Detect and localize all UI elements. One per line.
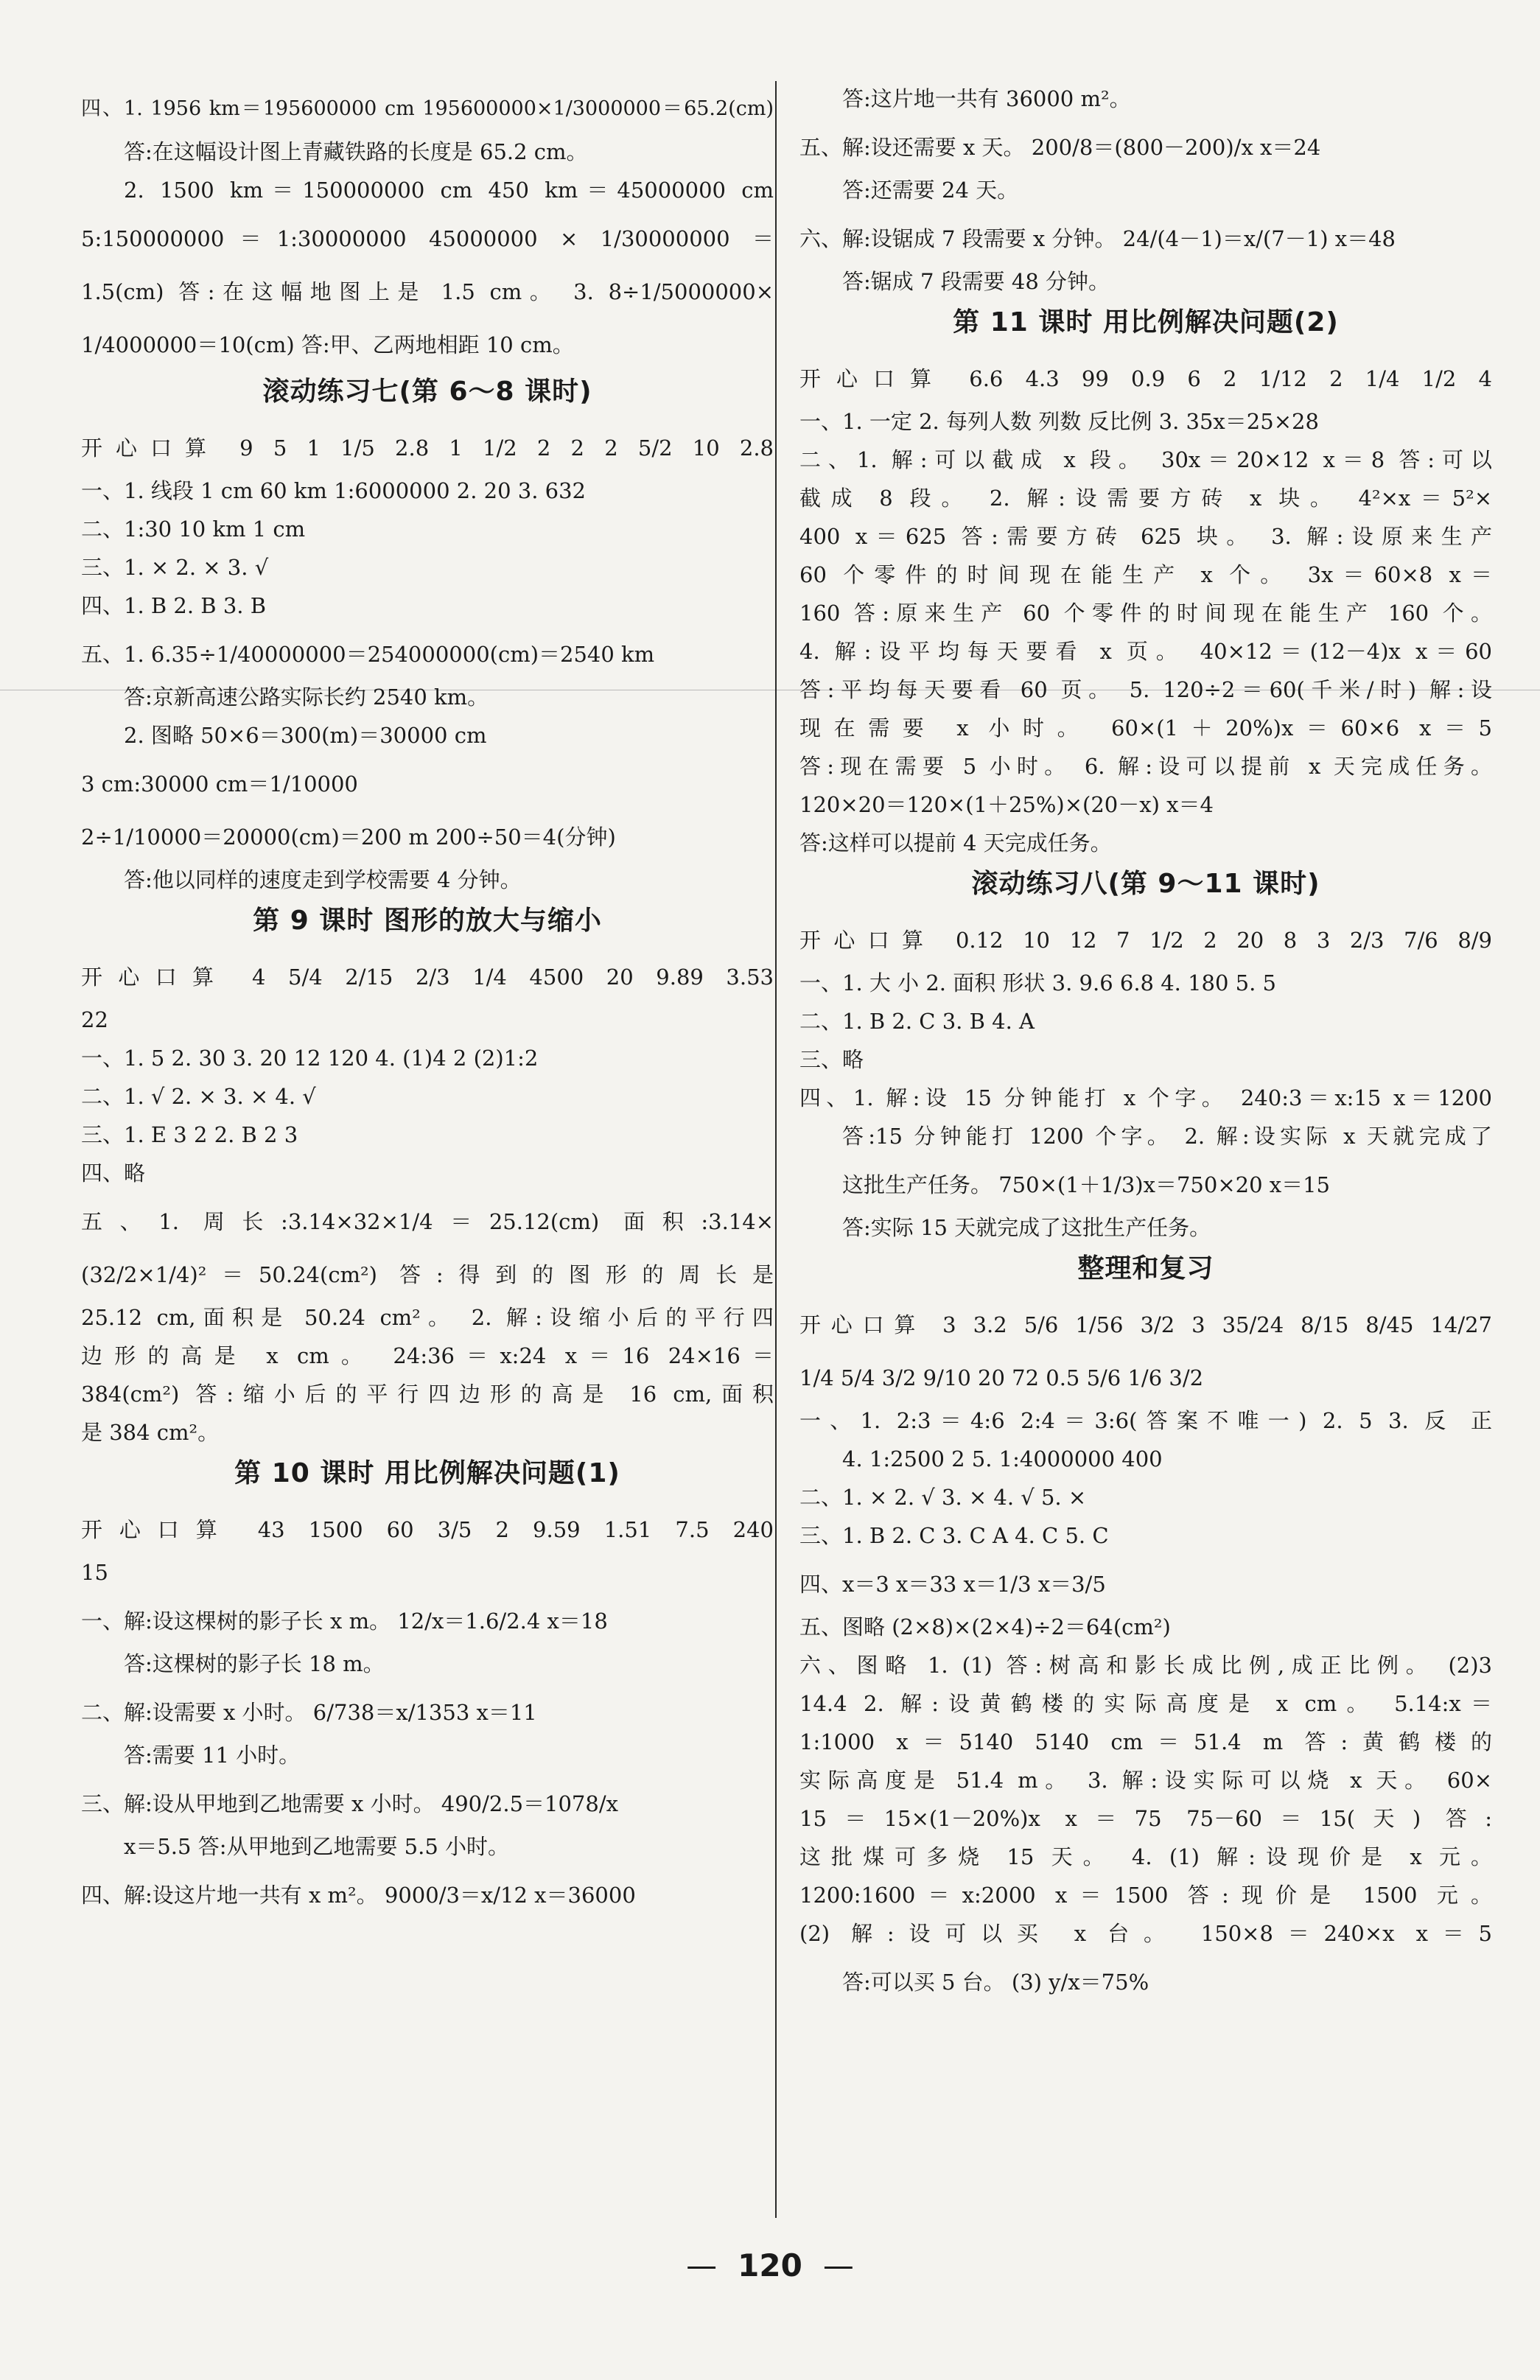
- answer-line: 答:平均每天要看 60 页。 5. 120÷2＝60(千米/时) 解:设: [799, 677, 1492, 702]
- answer-line: 160 答:原来生产 60 个零件的时间现在能生产 160 个。: [799, 601, 1492, 626]
- answer-line: 2. 1500 km＝150000000 cm 450 km＝45000000 cm: [124, 178, 774, 203]
- answer-line: x＝5.5 答:从甲地到乙地需要 5.5 小时。: [124, 1834, 510, 1859]
- section-heading: 滚动练习七(第 6～8 课时): [262, 377, 592, 407]
- answer-line: 这批煤可多烧 15 天。 4. (1) 解:设现价是 x 元。: [799, 1844, 1492, 1869]
- answer-line: 二、解:设需要 x 小时。 6/738＝x/1353 x＝11: [81, 1700, 537, 1725]
- answer-line: 一、1. 2:3＝4:6 2:4＝3:6(答案不唯一) 2. 5 3. 反 正: [799, 1408, 1492, 1433]
- answer-line: 答:他以同样的速度走到学校需要 4 分钟。: [124, 867, 522, 892]
- answer-line: 二、1:30 10 km 1 cm: [81, 517, 306, 542]
- answer-line: 4. 1:2500 2 5. 1:4000000 400: [842, 1446, 1163, 1471]
- answer-line: 四、1. 1956 km＝195600000 cm 195600000×1/3000000＝65.2(cm): [81, 97, 774, 120]
- answer-line: 1200:1600＝x:2000 x＝1500 答:现价是 1500 元。: [799, 1883, 1492, 1908]
- answer-line: 答:还需要 24 天。: [842, 178, 1019, 203]
- answer-line: 400 x＝625 答:需要方砖 625 块。 3. 解:设原来生产: [799, 524, 1492, 549]
- answer-line: 25.12 cm,面积是 50.24 cm²。 2. 解:设缩小后的平行四: [81, 1305, 774, 1330]
- answer-line: 开心口算 3 3.2 5/6 1/56 3/2 3 35/24 8/15 8/45 14/27: [799, 1312, 1492, 1337]
- answer-line: 答:需要 11 小时。: [124, 1743, 301, 1768]
- answer-line: 一、1. 线段 1 cm 60 km 1:6000000 2. 20 3. 632: [81, 478, 586, 503]
- answer-line: 四、略: [81, 1161, 146, 1186]
- answer-line: 开心口算 4 5/4 2/15 2/3 1/4 4500 20 9.89 3.53: [81, 965, 774, 990]
- answer-line: 1.5(cm) 答:在这幅地图上是 1.5 cm。 3. 8÷1/5000000×: [81, 279, 774, 304]
- answer-line: 1/4 5/4 3/2 9/10 20 72 0.5 5/6 1/6 3/2: [799, 1365, 1204, 1390]
- answer-line: 截成 8 段。 2. 解:设需要方砖 x 块。 4²×x＝5²×: [799, 486, 1492, 511]
- section-heading: 第 10 课时 用比例解决问题(1): [234, 1458, 620, 1488]
- answer-line: 14.4 2. 解:设黄鹤楼的实际高度是 x cm。 5.14:x＝: [799, 1691, 1492, 1716]
- answer-line: 二、1. 解:可以截成 x 段。 30x＝20×12 x＝8 答:可以: [799, 447, 1492, 472]
- answer-line: 4. 解:设平均每天要看 x 页。 40×12＝(12－4)x x＝60: [799, 639, 1492, 664]
- answer-line: (2) 解:设可以买 x 台。 150×8＝240×x x＝5: [799, 1921, 1492, 1946]
- answer-line: 1/4000000＝10(cm) 答:甲、乙两地相距 10 cm。: [81, 332, 574, 357]
- answer-line: 答:可以买 5 台。 (3) y/x＝75%: [842, 1970, 1149, 1995]
- answer-line: 1:1000 x＝5140 5140 cm＝51.4 m 答:黄鹤楼的: [799, 1729, 1492, 1754]
- answer-line: 答:实际 15 天就完成了这批生产任务。: [842, 1215, 1211, 1240]
- answer-line: 五、1. 6.35÷1/40000000＝254000000(cm)＝2540 km: [81, 642, 655, 667]
- section-heading: 整理和复习: [1077, 1253, 1214, 1284]
- answer-line: 一、1. 一定 2. 每列人数 列数 反比例 3. 35x＝25×28: [799, 409, 1319, 434]
- answer-line: 开心口算 9 5 1 1/5 2.8 1 1/2 2 2 2 5/2 10 2.8: [81, 435, 774, 461]
- answer-line: 开心口算 0.12 10 12 7 1/2 2 20 8 3 2/3 7/6 8/9: [799, 928, 1492, 953]
- answer-line: 答:这棵树的影子长 18 m。: [124, 1651, 385, 1676]
- answer-line: 四、x＝3 x＝33 x＝1/3 x＝3/5: [799, 1572, 1106, 1597]
- answer-line: 答:这片地一共有 36000 m²。: [842, 86, 1131, 111]
- answer-line: 是 384 cm²。: [81, 1420, 220, 1445]
- answer-line: (32/2×1/4)²＝50.24(cm²) 答:得到的图形的周长是: [81, 1262, 774, 1287]
- section-heading: 第 11 课时 用比例解决问题(2): [953, 307, 1339, 337]
- answer-line: 四、解:设这片地一共有 x m²。 9000/3＝x/12 x＝36000: [81, 1883, 636, 1908]
- answer-line: 15＝15×(1－20%)x x＝75 75－60＝15(天) 答:: [799, 1806, 1492, 1831]
- answer-line: 答:15 分钟能打 1200 个字。 2. 解:设实际 x 天就完成了: [842, 1124, 1492, 1149]
- answer-line: 三、1. × 2. × 3. √: [81, 555, 269, 580]
- answer-line: 四、1. 解:设 15 分钟能打 x 个字。 240:3＝x:15 x＝1200: [799, 1085, 1492, 1110]
- answer-line: 四、1. B 2. B 3. B: [81, 593, 267, 618]
- answer-line: 答:这样可以提前 4 天完成任务。: [799, 830, 1112, 855]
- answer-line: 答:现在需要 5 小时。 6. 解:设可以提前 x 天完成任务。: [799, 754, 1492, 779]
- answer-line: 二、1. × 2. √ 3. × 4. √ 5. ×: [799, 1485, 1087, 1510]
- answer-line: 15: [81, 1560, 108, 1585]
- answer-line: 5:150000000＝1:30000000 45000000 × 1/30000000 ＝: [81, 226, 774, 251]
- answer-line: 五、图略 (2×8)×(2×4)÷2＝64(cm²): [799, 1614, 1171, 1639]
- answer-line: 120×20＝120×(1＋25%)×(20－x) x＝4: [799, 792, 1214, 817]
- answer-line: 三、1. E 3 2 2. B 2 3: [81, 1122, 298, 1147]
- answer-line: 开心口算 6.6 4.3 99 0.9 6 2 1/12 2 1/4 1/2 4: [799, 366, 1492, 391]
- answer-line: 现在需要 x 小时。 60×(1＋20%)x＝60×6 x＝5: [799, 715, 1492, 741]
- answer-line: 三、解:设从甲地到乙地需要 x 小时。 490/2.5＝1078/x: [81, 1791, 618, 1816]
- answer-line: 五、1. 周长:3.14×32×1/4＝25.12(cm) 面积:3.14×: [81, 1209, 774, 1234]
- answer-line: 22: [81, 1007, 108, 1032]
- answer-line: 384(cm²) 答:缩小后的平行四边形的高是 16 cm,面积: [81, 1382, 774, 1407]
- answer-line: 2÷1/10000＝20000(cm)＝200 m 200÷50＝4(分钟): [81, 825, 616, 850]
- answer-line: 二、1. √ 2. × 3. × 4. √: [81, 1084, 316, 1109]
- section-heading: 第 9 课时 图形的放大与缩小: [253, 906, 602, 936]
- answer-line: 六、图略 1. (1) 答:树高和影长成比例,成正比例。 (2)3: [799, 1653, 1492, 1678]
- right-column: [799, 85, 1492, 2011]
- answer-line: 三、略: [799, 1047, 864, 1072]
- answer-line: 六、解:设锯成 7 段需要 x 分钟。 24/(4－1)＝x/(7－1) x＝48: [799, 226, 1396, 251]
- answer-line: 开心口算 43 1500 60 3/5 2 9.59 1.51 7.5 240: [81, 1517, 774, 1542]
- answer-line: 一、解:设这棵树的影子长 x m。 12/x＝1.6/2.4 x＝18: [81, 1609, 608, 1634]
- answer-line: 3 cm:30000 cm＝1/10000: [81, 771, 358, 797]
- page-dash-right: —: [822, 2247, 854, 2283]
- section-heading: 滚动练习八(第 9～11 课时): [971, 869, 1320, 899]
- column-divider: [775, 81, 777, 2218]
- answer-line: 实际高度是 51.4 m。 3. 解:设实际可以烧 x 天。 60×: [799, 1768, 1492, 1793]
- answer-line: 边形的高是 x cm。 24:36＝x:24 x＝16 24×16＝: [81, 1343, 774, 1368]
- left-column: [81, 85, 774, 1924]
- answer-line: 答:京新高速公路实际长约 2540 km。: [124, 685, 489, 710]
- answer-line: 一、1. 大 小 2. 面积 形状 3. 9.6 6.8 4. 180 5. 5: [799, 970, 1277, 995]
- page-dash-left: —: [686, 2247, 718, 2283]
- answer-line: 2. 图略 50×6＝300(m)＝30000 cm: [124, 723, 487, 748]
- answer-line: 一、1. 5 2. 30 3. 20 12 120 4. (1)4 2 (2)1:2: [81, 1046, 539, 1071]
- page-number-text: 120: [738, 2247, 802, 2283]
- answer-line: 五、解:设还需要 x 天。 200/8＝(800－200)/x x＝24: [799, 135, 1321, 160]
- page-number: [0, 2247, 1540, 2283]
- answer-line: 60 个零件的时间现在能生产 x 个。 3x＝60×8 x＝: [799, 562, 1492, 587]
- answer-line: 这批生产任务。 750×(1＋1/3)x＝750×20 x＝15: [842, 1172, 1331, 1197]
- answer-line: 答:在这幅设计图上青藏铁路的长度是 65.2 cm。: [124, 139, 588, 164]
- answer-line: 答:锯成 7 段需要 48 分钟。: [842, 269, 1110, 294]
- answer-line: 二、1. B 2. C 3. B 4. A: [799, 1009, 1035, 1034]
- answer-line: 三、1. B 2. C 3. C A 4. C 5. C: [799, 1523, 1109, 1548]
